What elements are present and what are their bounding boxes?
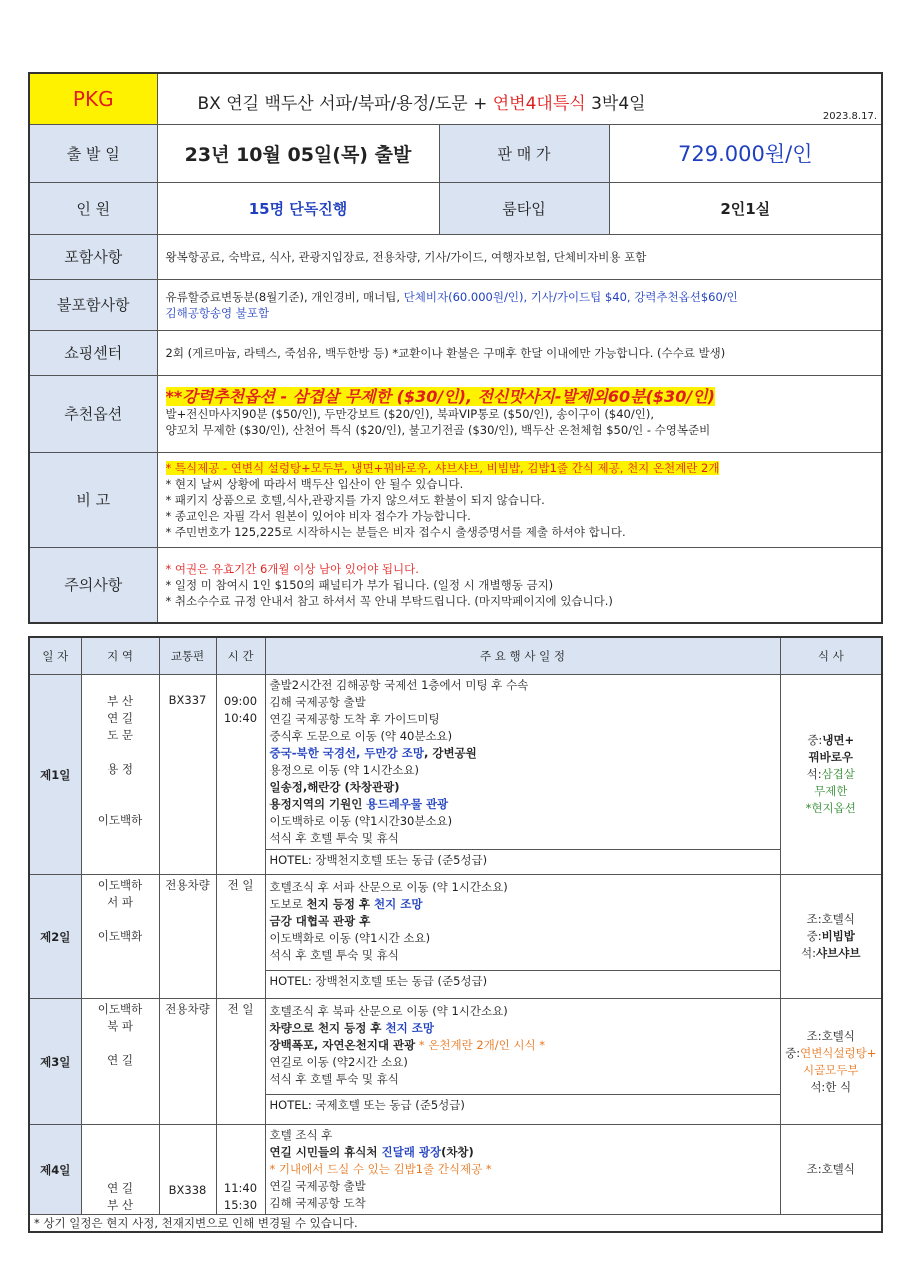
meal-value: 연변식설렁탕+ <box>800 1045 877 1060</box>
region <box>82 778 159 795</box>
plan-line: 석식 후 호텔 투숙 및 휴식 <box>269 948 399 962</box>
caution-line3: * 취소수수료 규정 안내서 참고 하셔서 꼭 안내 부탁드립니다. (마지막페이지에 있습니다.) <box>165 593 613 608</box>
time: 15:30 <box>223 1198 258 1212</box>
plan-line: 연길 시민들의 휴식처 <box>269 1145 382 1159</box>
plan-line: 연길로 이동 (약2시간 소요) <box>269 1055 408 1069</box>
day-label: 제1일 <box>29 675 81 875</box>
included-value: 왕복항공료, 숙박료, 식사, 관광지입장료, 전용차량, 기사/가이드, 여행자보험, 단체비자비용 포함 <box>157 234 882 279</box>
day1-times <box>216 675 265 875</box>
region: 이도백하 <box>97 1002 143 1016</box>
itinerary-table <box>28 636 883 1233</box>
day2-plan <box>265 875 780 999</box>
room-label: 룸타입 <box>439 182 609 234</box>
region: 북 파 <box>107 1019 133 1033</box>
day4-regions <box>81 1125 159 1215</box>
meal-label: 중: <box>785 1045 801 1060</box>
hotel-info: HOTEL: 장백천지호텔 또는 동급 (준5성급) <box>266 849 780 871</box>
day4-times <box>216 1125 265 1215</box>
region: 도 문 <box>107 728 133 742</box>
plan-highlight: 중국-북한 국경선, 두만강 조망 <box>269 746 424 760</box>
plan-line: 연길 국제공항 출발 <box>269 1179 366 1193</box>
hotel-info: HOTEL: 장백천지호텔 또는 동급 (준5성급) <box>266 970 780 992</box>
plan-highlight: 용드레우물 관광 <box>366 797 449 811</box>
plan-line: 출발2시간전 김해공항 국제선 1층에서 미팅 후 수속 <box>269 678 529 692</box>
meal-value: 삼겹살 <box>821 767 855 781</box>
caution-label: 주의사항 <box>29 547 157 623</box>
caution-line2: * 일정 미 참여시 1인 $150의 패널티가 부가 됩니다. (일정 시 개별행동 금지) <box>165 577 554 592</box>
day2-transport: 전용차량 <box>159 875 216 999</box>
region <box>82 1035 159 1052</box>
region: 연 길 <box>107 711 133 725</box>
document-date: 2023.8.17. <box>822 110 877 122</box>
meal-value: 비빔밥 <box>821 929 855 943</box>
hotel-info: HOTEL: 국제호텔 또는 동급 (준5성급) <box>266 1094 780 1116</box>
col-header-day: 일 자 <box>29 637 81 675</box>
options-line2: 양꼬치 무제한 ($30/인), 산천어 특식 ($20/인), 불고기전골 ($30/인), 백두산 온천체험 $50/인 - 수영복준비 <box>165 423 711 437</box>
plan-line: 김해 국제공항 출발 <box>269 695 366 709</box>
plan-line: 이도백하로 이동 (약1시간30분소요) <box>269 814 453 828</box>
pkg-badge: PKG <box>29 73 157 124</box>
day-label: 제4일 <box>29 1125 81 1215</box>
plan-line: 연길 국제공항 도착 후 가이드미팅 <box>269 712 440 726</box>
plan-highlight: 천지 조망 <box>374 897 423 911</box>
region: 연 길 <box>107 1053 133 1067</box>
title-main: BX 연길 백두산 서파/북파/용정/도문 + <box>197 94 493 114</box>
region: 이도백하 <box>97 813 143 827</box>
room-value: 2인1실 <box>609 182 882 234</box>
col-header-time: 시 간 <box>216 637 265 675</box>
meal-label: 석: <box>801 946 817 960</box>
plan-line: 금강 대협곡 관광 후 <box>269 914 371 928</box>
day1-plan <box>265 675 780 875</box>
plan-line: 용정지역의 기원인 <box>269 797 367 811</box>
title-highlight: 연변4대특식 <box>492 94 586 114</box>
remarks-line3: * 패키지 상품으로 호텔,식사,관광지를 가지 않으셔도 환불이 되지 않습니다. <box>165 492 545 507</box>
price-value: 729.000원/인 <box>609 124 882 182</box>
meal-label: 중: <box>807 733 823 747</box>
region <box>82 911 159 928</box>
itinerary-day-3 <box>29 999 882 1125</box>
options-value <box>157 375 882 452</box>
meal-value: 냉면+ <box>822 733 855 747</box>
day3-transport: 전용차량 <box>159 999 216 1125</box>
col-header-plan: 주 요 행 사 일 정 <box>265 637 780 675</box>
remarks-line2: * 현지 날씨 상황에 따라서 백두산 입산이 안 될수 있습니다. <box>165 476 464 491</box>
plan-line: 석식 후 호텔 투숙 및 휴식 <box>269 831 399 845</box>
day1-meals <box>780 675 882 875</box>
people-label: 인 원 <box>29 182 157 234</box>
title-duration: 3박4일 <box>585 94 646 114</box>
people-value: 15명 단독진행 <box>157 182 439 234</box>
departure-label: 출 발 일 <box>29 124 157 182</box>
itinerary-day-1 <box>29 675 882 875</box>
meal-value: 무제한 <box>814 784 848 798</box>
itinerary-day-4 <box>29 1125 882 1215</box>
day4-meals: 조:호텔식 <box>780 1125 882 1215</box>
region: 서 파 <box>107 895 133 909</box>
plan-line: 차량으로 천지 등정 후 <box>269 1021 386 1035</box>
region: 이도백화 <box>97 929 143 943</box>
shopping-value: 2회 (게르마늄, 라텍스, 죽섬유, 백두한방 등) *교환이나 환불은 구매후 한달 이내에만 가능합니다. (수수료 발생) <box>157 330 882 375</box>
plan-line: , 강변공원 <box>423 746 477 760</box>
day4-plan <box>265 1125 780 1215</box>
region: 부 산 <box>107 694 133 708</box>
remarks-line4: * 종교인은 자필 각서 원본이 있어야 비자 접수가 가능합니다. <box>165 508 471 523</box>
included-label: 포함사항 <box>29 234 157 279</box>
package-title <box>157 73 882 124</box>
day2-meals <box>780 875 882 999</box>
time: 09:00 <box>223 694 258 708</box>
plan-line: 호텔 조식 후 <box>269 1128 333 1142</box>
plan-line: 일송정,해란강 (차창관광) <box>269 780 400 794</box>
day3-time: 전 일 <box>216 999 265 1125</box>
plan-highlight: 진달래 광장 <box>381 1145 442 1159</box>
meal-value: 시골모두부 <box>802 1062 859 1077</box>
itinerary-day-2 <box>29 875 882 999</box>
day2-regions <box>81 875 159 999</box>
region: 부 산 <box>107 1198 133 1212</box>
plan-highlight: * 온천계란 2개/인 시식 * <box>415 1038 546 1052</box>
day-label: 제2일 <box>29 875 81 999</box>
remarks-label: 비 고 <box>29 452 157 547</box>
plan-line: 도보로 <box>269 897 307 911</box>
remarks-special-meals: * 특식제공 - 연변식 설렁탕+모두부, 냉면+꿔바로우, 샤브샤브, 비빔밥, 김밥1줄 간식 제공, 천지 온천계란 2개 <box>165 460 720 475</box>
meal-value: *현지옵션 <box>805 801 856 815</box>
plan-line: 호텔조식 후 서파 산문으로 이동 (약 1시간소요) <box>269 880 508 894</box>
day3-meals <box>780 999 882 1125</box>
plan-highlight: 천지 조망 <box>385 1021 434 1035</box>
day-label: 제3일 <box>29 999 81 1125</box>
region: 이도백하 <box>97 878 143 892</box>
excluded-tips: , 기사/가이드팁 $40, 강력추천옵션$60/인 <box>523 289 738 304</box>
region: 용 정 <box>107 762 133 776</box>
caution-line1: * 여권은 유효기간 6개월 이상 남아 있어야 됩니다. <box>165 561 419 576</box>
day1-regions <box>81 675 159 875</box>
plan-line: 용정으로 이동 (약 1시간소요) <box>269 763 419 777</box>
remarks-line5: * 주민번호가 125,225로 시작하시는 분들은 비자 접수시 출생증명서를 제출 하셔야 합니다. <box>165 524 626 539</box>
day3-regions <box>81 999 159 1125</box>
day3-plan <box>265 999 780 1125</box>
schedule-footnote: * 상기 일정은 현지 사정, 천재지변으로 인해 변경될 수 있습니다. <box>29 1215 882 1233</box>
region <box>82 795 159 812</box>
plan-line: (차창) <box>441 1145 474 1159</box>
package-info-table <box>28 72 883 624</box>
caution-value <box>157 547 882 623</box>
plan-line: 석식 후 호텔 투숙 및 휴식 <box>269 1072 399 1086</box>
meal-value: 조:호텔식 <box>806 1028 855 1043</box>
col-header-meal: 식 사 <box>780 637 882 675</box>
departure-value: 23년 10월 05일(목) 출발 <box>157 124 439 182</box>
shopping-label: 쇼핑센터 <box>29 330 157 375</box>
plan-highlight: * 기내에서 드실 수 있는 김밥1줄 간식제공 * <box>269 1162 492 1176</box>
meal-value: 샤브샤브 <box>816 946 861 960</box>
price-label: 판 매 가 <box>439 124 609 182</box>
plan-line: 중식후 도문으로 이동 (약 40분소요) <box>269 729 453 743</box>
day4-transport: BX338 <box>159 1125 216 1215</box>
meal-label: 중: <box>806 929 822 943</box>
region: 연 길 <box>107 1181 133 1195</box>
time: 11:40 <box>223 1181 258 1195</box>
meal-value: 석:한 식 <box>810 1079 852 1094</box>
excluded-label: 불포함사항 <box>29 279 157 330</box>
col-header-region: 지 역 <box>81 637 159 675</box>
options-line1: 발+전신마사지90분 ($50/인), 두만강보트 ($20/인), 북파VIP통로 ($50/인), 송이구이 ($40/인), <box>165 407 654 421</box>
plan-line: 천지 등정 후 <box>306 897 375 911</box>
day2-time: 전 일 <box>216 875 265 999</box>
excluded-line1: 유류할증료변동분(8월기준), 개인경비, 매너팁, <box>165 289 404 304</box>
options-headline: **강력추천옵션 - 삼겹살 무제한 ($30/인), 전신맛사지-발제외60분($30/인) <box>165 387 715 406</box>
meal-value: 꿔바로우 <box>808 750 853 764</box>
col-header-transport: 교통편 <box>159 637 216 675</box>
day1-transport: BX337 <box>159 675 216 875</box>
excluded-value <box>157 279 882 330</box>
plan-line: 김해 국제공항 도착 <box>269 1196 366 1210</box>
meal-value: 조:호텔식 <box>806 912 855 926</box>
plan-line: 호텔조식 후 북파 산문으로 이동 (약 1시간소요) <box>269 1004 508 1018</box>
excluded-line2: 김해공항송영 불포함 <box>165 305 270 320</box>
plan-line: 장백폭포, 자연온천지대 관광 <box>269 1038 416 1052</box>
options-label: 추천옵션 <box>29 375 157 452</box>
time: 10:40 <box>223 711 258 725</box>
region <box>82 744 159 761</box>
meal-label: 석: <box>806 767 822 781</box>
excluded-visa: 단체비자(60.000원/인) <box>403 289 524 304</box>
plan-line: 이도백화로 이동 (약1시간 소요) <box>269 931 431 945</box>
remarks-value <box>157 452 882 547</box>
